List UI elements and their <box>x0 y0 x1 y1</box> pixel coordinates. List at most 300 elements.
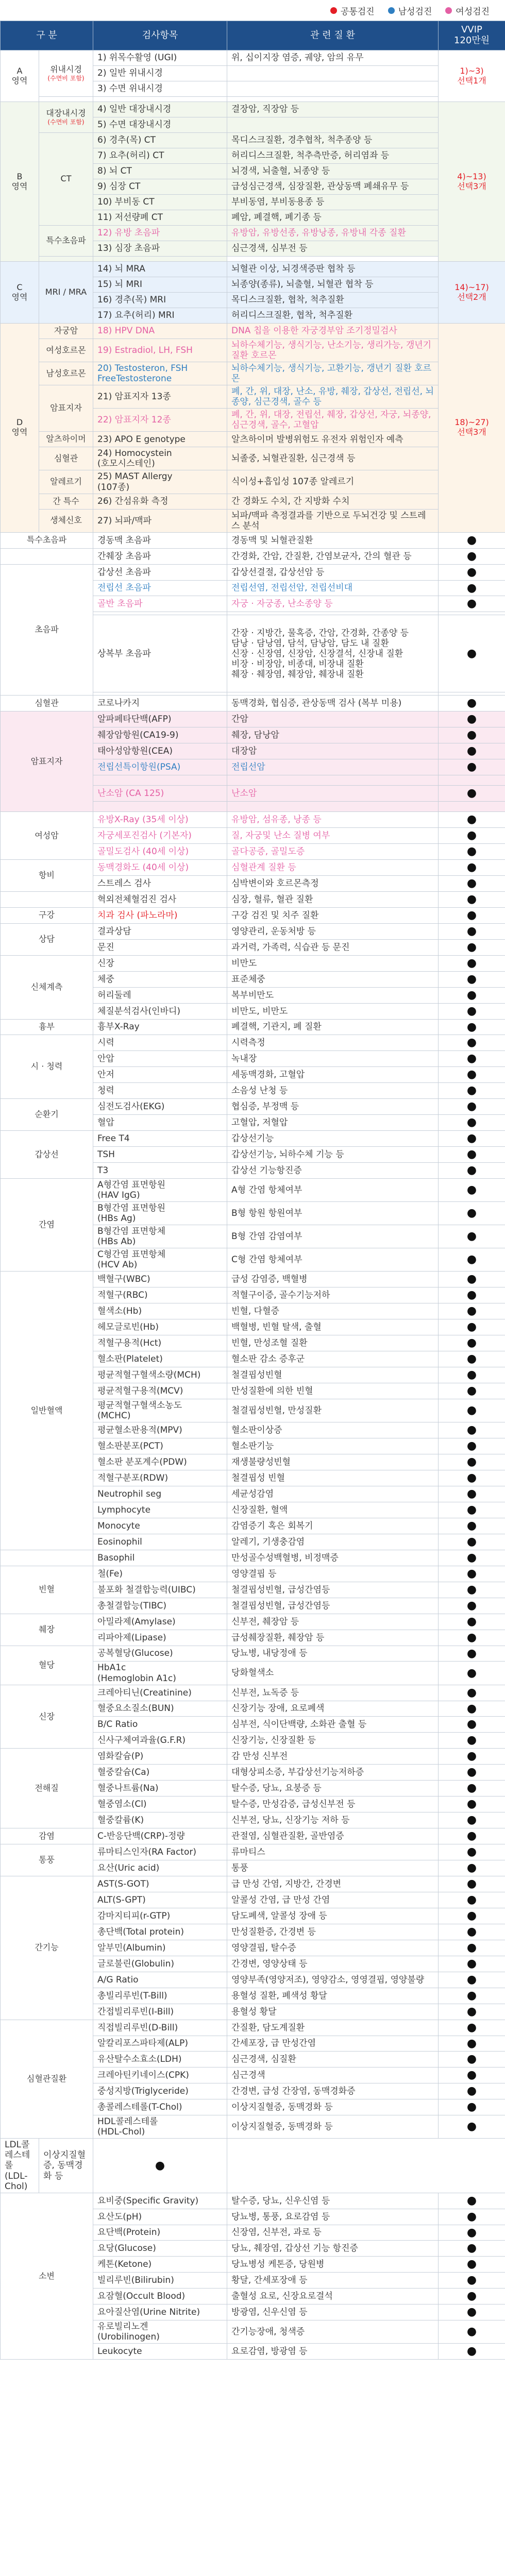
test-item: 혈중칼슘(Ca) <box>93 1765 227 1781</box>
table-row <box>1 509 505 532</box>
related-disease: 철결핍성 빈혈 <box>227 1470 439 1486</box>
table-row <box>1 923 505 939</box>
included-dot-icon: ● <box>439 1828 505 1844</box>
test-item: 평균적혈구용적(MCV) <box>93 1383 227 1399</box>
related-disease: 재생불량성빈혈 <box>227 1454 439 1470</box>
related-disease: 심박변이와 호르몬측정 <box>227 875 439 891</box>
related-disease: 구강 검진 및 치주 질환 <box>227 907 439 923</box>
related-disease: 심근경색, 심질환 <box>227 2052 439 2067</box>
related-disease: 출혈성 요로, 신장요로결석 <box>227 2289 439 2304</box>
subcategory-cell: 간 특수 <box>39 494 93 509</box>
included-dot-icon: ● <box>439 1662 505 1685</box>
related-disease: 류마티스 <box>227 1844 439 1860</box>
included-dot-icon <box>439 775 505 786</box>
legend-label: 남성검진 <box>398 6 432 17</box>
category-cell: 상담 <box>1 923 93 955</box>
included-dot-icon: ● <box>439 1083 505 1099</box>
included-dot-icon: ● <box>439 828 505 844</box>
included-dot-icon: ● <box>439 2052 505 2067</box>
test-item: 6) 경추(목) CT <box>93 133 227 148</box>
test-item: 1) 위목수활영 (UGI) <box>93 50 227 66</box>
test-item: 동맥경화도 (40세 이상) <box>93 860 227 876</box>
test-item: 적혈구분포(RDW) <box>93 1470 227 1486</box>
included-dot-icon: ● <box>439 1646 505 1662</box>
test-item: 2) 일반 위내시경 <box>93 66 227 81</box>
test-item: 자궁세포진검사 (기본자) <box>93 828 227 844</box>
test-item: Leukocyte <box>93 2344 227 2360</box>
test-item: 백혈구(WBC) <box>93 1272 227 1287</box>
related-disease: 심근경색, 심부전 등 <box>227 241 439 257</box>
included-dot-icon: ● <box>439 1163 505 1179</box>
test-item: 갑상선 초음파 <box>93 564 227 580</box>
related-disease: 철결핍성빈혈, 급성간염등 <box>227 1598 439 1614</box>
related-disease: 비만도 <box>227 955 439 971</box>
test-item: 췌장암항원(CA19-9) <box>93 727 227 743</box>
related-disease: 간암 <box>227 711 439 727</box>
included-dot-icon: ● <box>439 1115 505 1131</box>
test-item: 27) 뇌파/맥파 <box>93 509 227 532</box>
test-item: 신사구체여과율(G.F.R) <box>93 1733 227 1749</box>
test-item: Basophil <box>93 1550 227 1566</box>
related-disease <box>227 66 439 81</box>
related-disease: 폐, 간, 위, 대장, 전립선, 췌장, 갑상선, 자궁, 뇌종양, 심근경색, 골수, 고혈압 <box>227 409 439 432</box>
test-item: AST(S-GOT) <box>93 1876 227 1892</box>
test-item: 혈압 <box>93 1115 227 1131</box>
category-cell: 초음파 <box>1 564 93 696</box>
related-disease: 시력측정 <box>227 1035 439 1051</box>
test-item: 12) 유방 초음파 <box>93 226 227 241</box>
related-disease: 심근경색 <box>227 2067 439 2083</box>
included-dot-icon: ● <box>439 860 505 876</box>
included-dot-icon: ● <box>439 2273 505 2289</box>
table-row <box>1 1844 505 1860</box>
related-disease: 전립선암 <box>227 759 439 775</box>
test-item: 골반 초음파 <box>93 596 227 612</box>
related-disease: A형 간염 항체여부 <box>227 1179 439 1202</box>
test-item: 혈중칼륨(K) <box>93 1812 227 1828</box>
included-dot-icon: ● <box>439 1781 505 1797</box>
included-dot-icon: ● <box>439 1248 505 1272</box>
test-item: 크레아티닌(Creatinine) <box>93 1685 227 1701</box>
included-dot-icon: ● <box>439 2257 505 2273</box>
test-item: 요산도(pH) <box>93 2209 227 2225</box>
related-disease: 당뇨병, 내당정애 등 <box>227 1646 439 1662</box>
related-disease: 뇌하수체기능, 생식기능, 고환기능, 갱년기 질환 호르몬 <box>227 362 439 385</box>
test-item: 요산(Uric acid) <box>93 1860 227 1876</box>
table-row <box>1 257 505 262</box>
included-dot-icon: ● <box>439 1733 505 1749</box>
test-item: 체중 <box>93 971 227 987</box>
related-disease: 고혈압, 저혈압 <box>227 1115 439 1131</box>
table-row <box>1 385 505 409</box>
included-dot-icon: ● <box>439 1319 505 1335</box>
table-row <box>1 711 505 727</box>
test-item: A형간염 표면항원 (HAV IgG) <box>93 1179 227 1202</box>
related-disease: 결장암, 직장암 등 <box>227 102 439 117</box>
table-row <box>1 226 505 241</box>
related-disease <box>227 775 439 786</box>
table-row <box>1 2139 505 2193</box>
legend-item <box>388 4 432 17</box>
related-disease: 만성질환에 의한 빈혈 <box>227 1383 439 1399</box>
subcategory-label: 대장내시경 <box>46 108 86 118</box>
included-dot-icon: ● <box>439 1383 505 1399</box>
category-cell: 신체계측 <box>1 955 93 1019</box>
included-dot-icon: ● <box>439 1812 505 1828</box>
related-disease: 알콜성 간염, 급 만성 간염 <box>227 1892 439 1908</box>
related-disease: 간장 · 지방간, 물혹증, 간암, 간경화, 간종양 등 담낭 · 담낭염, 담석, 담낭암, 담도 내 질환 신장 · 신장염, 신장암, 신장결석, 신장내 질환 비장 · 비장암, 비종대, 비장내 질환 췌장 · 췌장염, 췌장암, 췌장내 질환 <box>227 615 439 692</box>
category-cell: 갑상선 <box>1 1131 93 1179</box>
related-disease: 갑상선 기능항진증 <box>227 1163 439 1179</box>
table-row <box>1 907 505 923</box>
related-disease: 이상지질혈증, 동맥경화 등 <box>39 2139 93 2193</box>
related-disease: 대장암 <box>227 743 439 759</box>
related-disease: 영양부족(영양저조), 영양감소, 영영결핍, 영양불량 <box>227 1972 439 1988</box>
subcategory-cell: 남성호르몬 <box>39 362 93 385</box>
table-row <box>1 1272 505 1287</box>
related-disease: 췌장, 담낭암 <box>227 727 439 743</box>
category-cell: 심혈관질환 <box>1 2020 93 2139</box>
category-cell: 통풍 <box>1 1844 93 1876</box>
subcategory-cell <box>39 50 93 97</box>
included-dot-icon: ● <box>439 1438 505 1454</box>
category-cell: D 영역 <box>1 324 39 533</box>
related-disease <box>227 81 439 97</box>
included-dot-icon: ● <box>439 786 505 802</box>
included-dot-icon: ● <box>439 971 505 987</box>
related-disease: 신장염, 신부전, 과로 등 <box>227 2225 439 2241</box>
test-item: 적혈구용적(Hct) <box>93 1335 227 1351</box>
related-disease: 신장기능 장애, 요로폐색 <box>227 1701 439 1717</box>
table-row <box>1 1685 505 1701</box>
category-cell: 신장 <box>1 1685 93 1749</box>
test-item: 결과상담 <box>93 923 227 939</box>
included-dot-icon: ● <box>439 1614 505 1630</box>
included-dot-icon: ● <box>439 812 505 828</box>
test-item: 혈소판 분포계수(PDW) <box>93 1454 227 1470</box>
included-dot-icon: ● <box>439 1470 505 1486</box>
test-item: 허리둘레 <box>93 987 227 1003</box>
related-disease: 이상지질혈증, 동맥경화 등 <box>227 2115 439 2139</box>
subcategory-note: (수면비 포함) <box>47 74 85 82</box>
category-cell: 췌장 <box>1 1614 93 1646</box>
legend-dot-icon <box>388 7 395 14</box>
category-cell: 구강 <box>1 907 93 923</box>
related-disease: 철결핍성빈혈, 급성간염등 <box>227 1582 439 1598</box>
table-row <box>1 97 505 102</box>
test-item: 22) 암표지자 12종 <box>93 409 227 432</box>
test-item: 19) Estradiol, LH, FSH <box>93 339 227 362</box>
legend-item <box>330 4 375 17</box>
table-row <box>1 262 505 277</box>
legend <box>0 0 505 21</box>
included-dot-icon: ● <box>439 1908 505 1924</box>
related-disease: 백혈병, 빈혈 탈색, 출혈 <box>227 1319 439 1335</box>
included-dot-icon: ● <box>439 1335 505 1351</box>
test-item: 알부민(Albumin) <box>93 1940 227 1956</box>
test-item: 청력 <box>93 1083 227 1099</box>
included-dot-icon: ● <box>439 580 505 596</box>
related-disease: 알레기, 기생충감염 <box>227 1534 439 1550</box>
included-dot-icon: ● <box>439 1924 505 1940</box>
included-dot-icon <box>439 802 505 812</box>
subcategory-cell: 암표지자 <box>39 385 93 432</box>
related-disease: 급성 감염증, 백혈병 <box>227 1272 439 1287</box>
included-dot-icon: ● <box>439 2020 505 2036</box>
included-dot-icon: ● <box>439 1876 505 1892</box>
related-disease: 신장기능, 신장질환 등 <box>227 1733 439 1749</box>
included-dot-icon: ● <box>439 2344 505 2360</box>
test-item: 유산탈수소효소(LDH) <box>93 2052 227 2067</box>
test-item: 7) 요추(허리) CT <box>93 148 227 164</box>
test-item: 20) Testosteron, FSH FreeTestosterone <box>93 362 227 385</box>
test-item: 9) 심장 CT <box>93 179 227 195</box>
table-row <box>1 102 505 117</box>
header-disease: 관 련 질 환 <box>227 21 439 50</box>
table-row <box>1 2193 505 2209</box>
related-disease <box>93 97 227 102</box>
table-row <box>1 1035 505 1051</box>
related-disease: 적혈구이증, 골수기능저하 <box>227 1287 439 1303</box>
related-disease: 용혈성 황달 <box>227 2004 439 2020</box>
related-disease: 신부전, 뇨독증 등 <box>227 1685 439 1701</box>
category-cell: 흉부 <box>1 1019 93 1035</box>
included-dot-icon: ● <box>439 696 505 711</box>
legend-label: 공통검진 <box>340 6 375 17</box>
vvip-selection: 18)~27) 선택3개 <box>439 324 505 533</box>
related-disease: 뇌혈관 이상, 뇌경색증판 협착 등 <box>227 262 439 277</box>
test-item: 요당(Glucose) <box>93 2241 227 2257</box>
included-dot-icon: ● <box>439 1892 505 1908</box>
related-disease: 허리디스크질환, 협착, 척추질환 <box>227 308 439 324</box>
related-disease: 부비동염, 부비동용종 등 <box>227 195 439 210</box>
test-item: 요단백(Protein) <box>93 2225 227 2241</box>
included-dot-icon: ● <box>439 564 505 580</box>
test-item: 류마티스인자(RA Factor) <box>93 1844 227 1860</box>
related-disease: 철결핍성빈혈, 만성질환 <box>227 1399 439 1422</box>
included-dot-icon: ● <box>93 2139 227 2193</box>
test-item: 요잠혈(Occult Blood) <box>93 2289 227 2304</box>
test-item: 24) Homocystein (호모시스테인) <box>93 447 227 470</box>
test-item: 알칼리포스파타제(ALP) <box>93 2036 227 2052</box>
related-disease: 비만도, 비만도 <box>227 1003 439 1019</box>
test-item: 혈중나트륨(Na) <box>93 1781 227 1797</box>
category-cell: 여성암 <box>1 812 93 860</box>
test-item: 감마지티피(r-GTP) <box>93 1908 227 1924</box>
test-item: 알파페타단백(AFP) <box>93 711 227 727</box>
test-item: 총콜레스테롤(T-Chol) <box>93 2099 227 2115</box>
included-dot-icon: ● <box>439 1598 505 1614</box>
related-disease: 탈수증, 만성감증, 급성신부전 등 <box>227 1797 439 1812</box>
related-disease: 철결핍성빈혈 <box>227 1367 439 1383</box>
included-dot-icon: ● <box>439 1003 505 1019</box>
table-row <box>1 50 505 66</box>
related-disease: 유방암, 유방선종, 유방낭종, 유방내 각종 질환 <box>227 226 439 241</box>
related-disease: 골다공증, 골밀도증 <box>227 844 439 860</box>
subcategory-cell: 생체신호 <box>39 509 93 532</box>
included-dot-icon: ● <box>439 1518 505 1534</box>
included-dot-icon: ● <box>439 1202 505 1225</box>
subcategory-cell <box>39 102 93 133</box>
included-dot-icon: ● <box>439 1486 505 1502</box>
category-cell: 순환기 <box>1 1099 93 1131</box>
test-item <box>93 775 227 786</box>
related-disease: 용혈성 질환, 폐색성 황달 <box>227 1988 439 2004</box>
checkup-table <box>0 21 505 2360</box>
related-disease: 세동맥경화, 고혈압 <box>227 1067 439 1083</box>
test-item: 혈색소(Hb) <box>93 1303 227 1319</box>
vvip-selection: 1)~3) 선택1개 <box>439 50 505 102</box>
test-item: 적혈구(RBC) <box>93 1287 227 1303</box>
table-row <box>1 891 505 907</box>
table-row <box>1 1876 505 1892</box>
included-dot-icon: ● <box>439 1367 505 1383</box>
included-dot-icon: ● <box>439 1131 505 1147</box>
category-cell: 소변 <box>1 2193 93 2360</box>
test-item: 혈중요소질소(BUN) <box>93 1701 227 1717</box>
test-item: 유방X-Ray (35세 이상) <box>93 812 227 828</box>
related-disease: 혈소판기능 <box>227 1438 439 1454</box>
included-dot-icon: ● <box>439 2099 505 2115</box>
included-dot-icon: ● <box>439 743 505 759</box>
related-disease: 목디스크질환, 협착, 척추질환 <box>227 293 439 308</box>
related-disease: 뇌졸중, 뇌혈관질환, 심근경색 등 <box>227 447 439 470</box>
header-item: 검사항목 <box>93 21 227 50</box>
related-disease: 심장, 혈류, 혈관 질환 <box>227 891 439 907</box>
related-disease: 폐, 간, 위, 대장, 난소, 유방, 췌장, 갑상선, 전립선, 뇌종양, 심근경색, 골수 등 <box>227 385 439 409</box>
related-disease: 탈수증, 당뇨, 신우신염 등 <box>227 2193 439 2209</box>
test-item <box>39 97 93 102</box>
test-item: 25) MAST Allergy (107종) <box>93 470 227 494</box>
related-disease: 뇌하수체기능, 생식기능, 난소기능, 생리가능, 갱년기 질환 호르몬 <box>227 339 439 362</box>
legend-item <box>445 4 490 17</box>
category-cell: 간기능 <box>1 1876 93 2020</box>
test-item: 흉부X-Ray <box>93 1019 227 1035</box>
test-item: 전립선 초음파 <box>93 580 227 596</box>
test-item: 치과 검사 (파노라마) <box>93 907 227 923</box>
test-item: 26) 간섬유화 측정 <box>93 494 227 509</box>
test-item: 전립선특이항원(PSA) <box>93 759 227 775</box>
included-dot-icon: ● <box>439 2036 505 2052</box>
table-row <box>1 1550 505 1566</box>
included-dot-icon: ● <box>439 759 505 775</box>
related-disease: 갑상선결절, 갑상선암 등 <box>227 564 439 580</box>
included-dot-icon: ● <box>439 955 505 971</box>
related-disease: 간세포장, 급 만성간염 <box>227 2036 439 2052</box>
test-item: LDL콜레스테롤 (LDL-Chol) <box>1 2139 39 2193</box>
vvip-selection: 4)~13) 선택3개 <box>439 102 505 262</box>
related-disease: C형 간염 항체여부 <box>227 1248 439 1272</box>
related-disease: 당화혈색소 <box>227 1662 439 1685</box>
table-row <box>1 339 505 362</box>
test-item: 글로불린(Globulin) <box>93 1956 227 1972</box>
test-item: 혈중염소(Cl) <box>93 1797 227 1812</box>
related-disease: 영양결핍 등 <box>227 1566 439 1582</box>
test-item: TSH <box>93 1147 227 1163</box>
test-item: A/G Ratio <box>93 1972 227 1988</box>
legend-dot-icon <box>445 7 452 14</box>
included-dot-icon: ● <box>439 923 505 939</box>
test-item: 상복부 초음파 <box>93 615 227 692</box>
included-dot-icon: ● <box>439 1566 505 1582</box>
related-disease: 뇌파/맥파 측정결과를 기반으로 두뇌건강 및 스트레스 분석 <box>227 509 439 532</box>
test-item: C-반응단백(CRP)-정량 <box>93 1828 227 1844</box>
related-disease: 협심증, 부정맥 등 <box>227 1099 439 1115</box>
included-dot-icon: ● <box>439 1035 505 1051</box>
related-disease: 세균성감염 <box>227 1486 439 1502</box>
included-dot-icon: ● <box>439 1972 505 1988</box>
test-item: 혈소판분포(PCT) <box>93 1438 227 1454</box>
test-item: 23) APO E genotype <box>93 432 227 447</box>
related-disease: 혈소판이상증 <box>227 1422 439 1438</box>
related-disease: 혈소판 감소 증후군 <box>227 1351 439 1367</box>
included-dot-icon: ● <box>439 1844 505 1860</box>
related-disease: 간 경화도 수치, 간 지방화 수치 <box>227 494 439 509</box>
test-item: 안저 <box>93 1067 227 1083</box>
test-item: 중성지방(Triglyceride) <box>93 2083 227 2099</box>
included-dot-icon: ● <box>439 1287 505 1303</box>
included-dot-icon: ● <box>439 875 505 891</box>
related-disease: 급성췌장질환, 췌장암 등 <box>227 1630 439 1646</box>
test-item: 요아질산염(Urine Nitrite) <box>93 2304 227 2320</box>
test-item: 염화칼슘(P) <box>93 1749 227 1765</box>
test-item: C형간염 표면항체 (HCV Ab) <box>93 1248 227 1272</box>
related-disease: 유방암, 섬유종, 낭종 등 <box>227 812 439 828</box>
included-dot-icon: ● <box>439 1351 505 1367</box>
test-item: 평균적혈구혈색소농도 (MCHC) <box>93 1399 227 1422</box>
table-row <box>1 548 505 564</box>
test-item: 4) 일반 대장내시경 <box>93 102 227 117</box>
category-cell: 감염 <box>1 1828 93 1844</box>
related-disease: 대형상피소증, 부갑상선기능저하증 <box>227 1765 439 1781</box>
test-item: 유로빌리노겐 (Urobilinogen) <box>93 2320 227 2344</box>
test-item: 난소암 (CA 125) <box>93 786 227 802</box>
test-item: 14) 뇌 MRA <box>93 262 227 277</box>
test-item: 평균적혈구혈색소량(MCH) <box>93 1367 227 1383</box>
included-dot-icon: ● <box>439 1147 505 1163</box>
test-item: 철(Fe) <box>93 1566 227 1582</box>
related-disease: 담도폐색, 알콜성 장애 등 <box>227 1908 439 1924</box>
test-item: Neutrophil seg <box>93 1486 227 1502</box>
related-disease: 간경화, 간암, 간질환, 간염보균자, 간의 혈관 등 <box>227 548 439 564</box>
related-disease: 알츠하이머 발병위험도 유전자 위험인자 예측 <box>227 432 439 447</box>
test-item: Free T4 <box>93 1131 227 1147</box>
included-dot-icon: ● <box>439 1797 505 1812</box>
test-item: 혁외전체혈검진 검사 <box>93 891 227 907</box>
related-disease: B형 간염 감염여부 <box>227 1225 439 1248</box>
included-dot-icon: ● <box>439 1051 505 1067</box>
test-item: 8) 뇌 CT <box>93 164 227 179</box>
included-dot-icon: ● <box>439 1502 505 1518</box>
included-dot-icon: ● <box>439 1860 505 1876</box>
test-item: 코로나카지 <box>93 696 227 711</box>
test-item: 신장 <box>93 955 227 971</box>
included-dot-icon: ● <box>439 532 505 548</box>
subcategory-cell: 특수초음파 <box>39 226 93 257</box>
included-dot-icon: ● <box>439 1099 505 1115</box>
test-item: 총철결합능(TIBC) <box>93 1598 227 1614</box>
category-cell: 특수초음파 <box>1 532 93 548</box>
included-dot-icon: ● <box>439 939 505 955</box>
table-row <box>1 1019 505 1035</box>
test-item: 혈소판(Platelet) <box>93 1351 227 1367</box>
test-item: 공복혈당(Glucose) <box>93 1646 227 1662</box>
included-dot-icon: ● <box>439 1422 505 1438</box>
related-disease: 경동맥 및 뇌혈관질환 <box>227 532 439 548</box>
table-row <box>1 564 505 580</box>
included-dot-icon: ● <box>439 1717 505 1733</box>
included-dot-icon: ● <box>439 548 505 564</box>
